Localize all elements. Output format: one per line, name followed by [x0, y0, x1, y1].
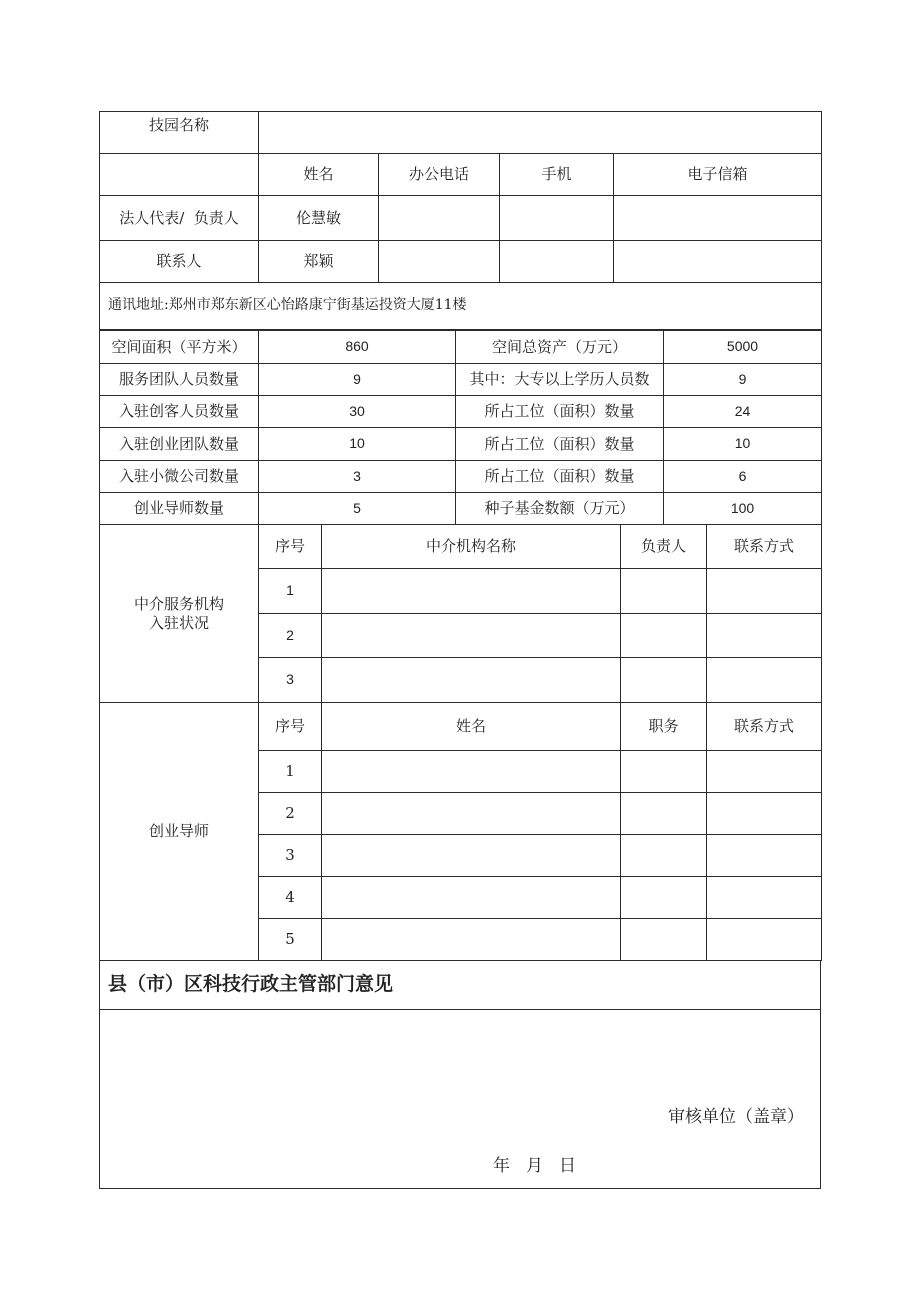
stat-label: 空间面积（平方米） [100, 331, 259, 364]
mentor-name-field[interactable] [322, 835, 621, 877]
stat-value[interactable]: 100 [664, 493, 822, 525]
mobile-field[interactable] [500, 241, 614, 283]
stat-value[interactable]: 5000 [664, 331, 822, 364]
row-number: 1 [259, 569, 322, 614]
mentor-contact-field[interactable] [707, 877, 822, 919]
agency-name-field[interactable] [322, 569, 621, 614]
stat-label: 创业导师数量 [100, 493, 259, 525]
stat-value[interactable]: 24 [664, 396, 822, 428]
stats-row [100, 461, 822, 493]
mentor-header-name: 姓名 [322, 703, 621, 751]
stats-row [100, 396, 822, 428]
agency-header-person: 负责人 [621, 525, 707, 569]
contact-row-contact-person [100, 241, 822, 283]
row-number: 1 [259, 751, 322, 793]
office-phone-field[interactable] [379, 241, 500, 283]
role-label: 法人代表/ 负责人 [100, 196, 259, 241]
opinion-title: 县（市）区科技行政主管部门意见 [100, 961, 821, 1010]
stat-label: 其中：大专以上学历人员数 [456, 364, 664, 396]
opinion-table [99, 960, 821, 1189]
contact-name-field[interactable]: 伦慧敏 [259, 196, 379, 241]
date-day: 日 [559, 1156, 576, 1176]
opinion-block [99, 960, 821, 1189]
stat-value[interactable]: 10 [259, 428, 456, 461]
park-name-field[interactable] [259, 112, 822, 154]
stamp-label: 审核单位（盖章） [668, 1107, 804, 1127]
agency-person-field[interactable] [621, 569, 707, 614]
mentor-name-field[interactable] [322, 877, 621, 919]
agency-person-field[interactable] [621, 614, 707, 658]
mentor-header-no: 序号 [259, 703, 322, 751]
mentor-header-title: 职务 [621, 703, 707, 751]
date-year: 年 [493, 1156, 510, 1176]
agency-header-name: 中介机构名称 [322, 525, 621, 569]
contact-header-office-phone: 办公电话 [379, 154, 500, 196]
contact-header-name: 姓名 [259, 154, 379, 196]
row-number: 4 [259, 877, 322, 919]
park-name-row [100, 112, 822, 154]
stat-label: 入驻小微公司数量 [100, 461, 259, 493]
stats-block [99, 330, 821, 525]
contact-header-mobile: 手机 [500, 154, 614, 196]
office-phone-field[interactable] [379, 196, 500, 241]
mentor-name-field[interactable] [322, 919, 621, 961]
role-label: 联系人 [100, 241, 259, 283]
stat-value[interactable]: 10 [664, 428, 822, 461]
contact-header-blank [100, 154, 259, 196]
stat-label: 入驻创业团队数量 [100, 428, 259, 461]
stats-row [100, 331, 822, 364]
stats-table [99, 330, 822, 525]
stat-label: 服务团队人员数量 [100, 364, 259, 396]
contact-table [99, 111, 822, 330]
mentor-title-field[interactable] [621, 751, 707, 793]
stat-value[interactable]: 5 [259, 493, 456, 525]
contact-name-field[interactable]: 郑颖 [259, 241, 379, 283]
stat-value[interactable]: 9 [664, 364, 822, 396]
row-number: 2 [259, 614, 322, 658]
mentor-section-label: 创业导师 [100, 703, 259, 961]
agency-mentor-block [99, 524, 821, 961]
opinion-title-row [100, 961, 821, 1010]
row-number: 2 [259, 793, 322, 835]
email-field[interactable] [614, 241, 822, 283]
agency-contact-field[interactable] [707, 658, 822, 703]
row-number: 5 [259, 919, 322, 961]
agency-person-field[interactable] [621, 658, 707, 703]
email-field[interactable] [614, 196, 822, 241]
park-name-label: 技园名称 [100, 112, 259, 154]
opinion-body [100, 1010, 820, 1188]
row-number: 3 [259, 658, 322, 703]
stat-value[interactable]: 860 [259, 331, 456, 364]
contact-block [99, 111, 821, 330]
row-number: 3 [259, 835, 322, 877]
mentor-contact-field[interactable] [707, 751, 822, 793]
stats-row [100, 364, 822, 396]
stat-value[interactable]: 3 [259, 461, 456, 493]
contact-header-email: 电子信箱 [614, 154, 822, 196]
mentor-title-field[interactable] [621, 877, 707, 919]
stat-value[interactable]: 30 [259, 396, 456, 428]
stat-value[interactable]: 9 [259, 364, 456, 396]
mentor-title-field[interactable] [621, 835, 707, 877]
agency-section-label-line2: 入驻状况 [148, 613, 209, 632]
agency-header-no: 序号 [259, 525, 322, 569]
mentor-contact-field[interactable] [707, 835, 822, 877]
mentor-name-field[interactable] [322, 793, 621, 835]
date-line [493, 1156, 592, 1177]
stat-label: 入驻创客人员数量 [100, 396, 259, 428]
agency-section-label [100, 525, 259, 703]
stat-label: 空间总资产（万元） [456, 331, 664, 364]
stat-label: 种子基金数额（万元） [456, 493, 664, 525]
stat-value[interactable]: 6 [664, 461, 822, 493]
mentor-header-contact: 联系方式 [707, 703, 822, 751]
agency-name-field[interactable] [322, 658, 621, 703]
agency-header-row [100, 525, 822, 569]
agency-name-field[interactable] [322, 614, 621, 658]
mentor-name-field[interactable] [322, 751, 621, 793]
address-row [100, 283, 822, 330]
stats-row [100, 493, 822, 525]
agency-section-label-line1: 中介服务机构 [133, 594, 224, 613]
mentor-header-row [100, 703, 822, 751]
date-month: 月 [526, 1156, 543, 1176]
agency-contact-field[interactable] [707, 614, 822, 658]
mobile-field[interactable] [500, 196, 614, 241]
mentor-title-field[interactable] [621, 793, 707, 835]
contact-row-legal-rep [100, 196, 822, 241]
stat-label: 所占工位（面积）数量 [456, 428, 664, 461]
opinion-body-row [100, 1010, 821, 1189]
stat-label: 所占工位（面积）数量 [456, 461, 664, 493]
mentor-title-field[interactable] [621, 919, 707, 961]
agency-mentor-table [99, 524, 822, 961]
mentor-contact-field[interactable] [707, 919, 822, 961]
opinion-field[interactable] [100, 1010, 821, 1189]
address-field[interactable]: 通讯地址:郑州市郑东新区心怡路康宁街基运投资大厦11楼 [100, 283, 822, 330]
mentor-contact-field[interactable] [707, 793, 822, 835]
stats-row [100, 428, 822, 461]
agency-contact-field[interactable] [707, 569, 822, 614]
contact-header-row [100, 154, 822, 196]
stat-label: 所占工位（面积）数量 [456, 396, 664, 428]
agency-header-contact: 联系方式 [707, 525, 822, 569]
